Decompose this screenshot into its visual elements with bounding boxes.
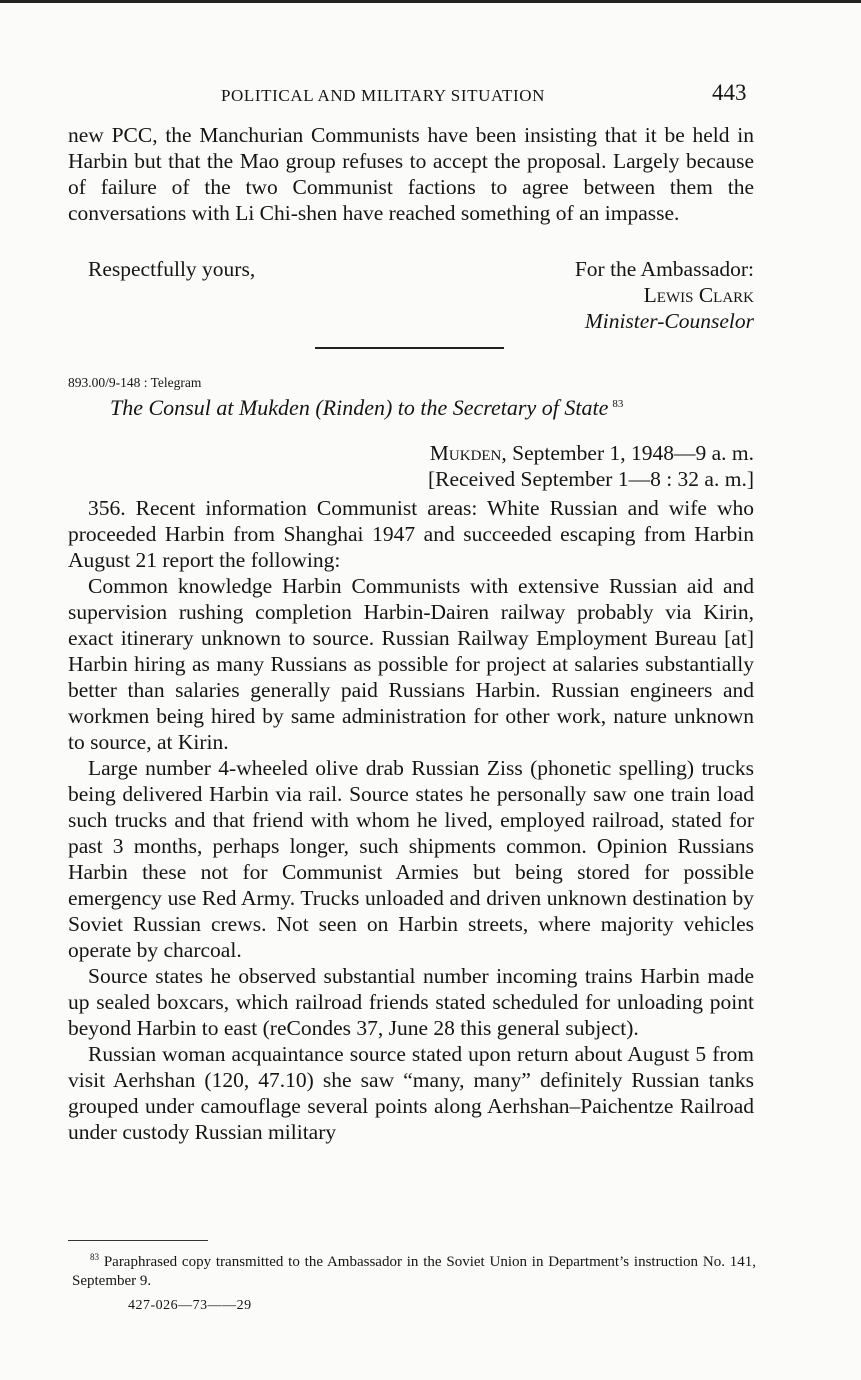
- continuation-paragraph: new PCC, the Manchurian Communists have been insisting that it be held in Harbin but that the Mao group refuses to accept the proposal. Largely because of failure of the two Communist factions to agree between them the conversations with Li Chi-shen have reached something of an impasse.: [68, 123, 754, 225]
- page-top-edge: [0, 0, 861, 3]
- place-name: Mukden: [429, 441, 502, 465]
- print-code: 427-026—73——29: [128, 1298, 252, 1313]
- footnote-number: 83: [90, 1252, 99, 1262]
- sent-date: , September 1, 1948—9 a. m.: [501, 441, 754, 465]
- telegram-body: [68, 495, 754, 1145]
- running-head: POLITICAL AND MILITARY SITUATION: [221, 86, 545, 105]
- file-reference: 893.00/9-148 : Telegram: [68, 375, 202, 390]
- document-title: [110, 395, 623, 421]
- body-paragraph: 356. Recent information Communist areas: White Russian and wife who proceeded Harbin from Shanghai 1947 and succeeded escaping from Harbin August 21 report the following:: [68, 496, 754, 572]
- section-separator: [315, 347, 504, 349]
- document-title-text: The Consul at Mukden (Rinden) to the Secretary of State: [110, 395, 609, 420]
- dateline: [428, 440, 754, 492]
- for-ambassador-line: For the Ambassador:: [574, 257, 754, 281]
- page-header: [0, 80, 861, 110]
- signer-title: Minister-Counselor: [584, 309, 754, 333]
- page-number: 443: [712, 80, 747, 105]
- footnote-rule: [68, 1240, 208, 1241]
- salutation: Respectfully yours,: [88, 257, 256, 281]
- received-line: [Received September 1—8 : 32 a. m.]: [428, 467, 754, 491]
- footnote: [72, 1248, 756, 1291]
- body-paragraph: Source states he observed substantial number incoming trains Harbin made up sealed boxcars, which railroad friends stated scheduled for unloading point beyond Harbin to east (reCondes 37, June 28 this general subject).: [68, 964, 754, 1040]
- continuation-text: [68, 122, 754, 226]
- body-paragraph: Russian woman acquaintance source stated upon return about August 5 from visit Aerhshan (120, 47.10) she saw “many, many” definitely Russian tanks grouped under camouflage several points along Aerhshan–Paichentze Railroad under custody Russian military: [68, 1042, 754, 1144]
- footnote-marker: 83: [612, 397, 624, 410]
- body-paragraph: Common knowledge Harbin Communists with extensive Russian aid and supervision rushing completion Harbin-Dairen railway probably via Kirin, exact itinerary unknown to source. Russian Railway Employment Bureau [at] Harbin hiring as many Russians as possible for project at salaries substantially better than salaries generally paid Russians Harbin. Russian engineers and workmen being hired by same administration for other work, nature unknown to source, at Kirin.: [68, 574, 754, 754]
- signature-block: [575, 256, 754, 334]
- footnote-text: Paraphrased copy transmitted to the Ambassador in the Soviet Union in Department’s instruction No. 141, September 9.: [72, 1254, 757, 1289]
- body-paragraph: Large number 4-wheeled olive drab Russian Ziss (phonetic spelling) trucks being delivered Harbin via rail. Source states he personally saw one train load such trucks and that friend with whom he lived, employed railroad, stated for past 3 months, perhaps longer, such shipments common. Opinion Russians Harbin these not for Communist Armies but being stored for possible emergency use Red Army. Trucks unloaded and driven unknown destination by Soviet Russian crews. Not seen on Harbin streets, where majority vehicles operate by charcoal.: [68, 756, 754, 962]
- signer-name: Lewis Clark: [643, 283, 754, 307]
- closing-block: [68, 256, 754, 336]
- sent-line: [428, 440, 754, 466]
